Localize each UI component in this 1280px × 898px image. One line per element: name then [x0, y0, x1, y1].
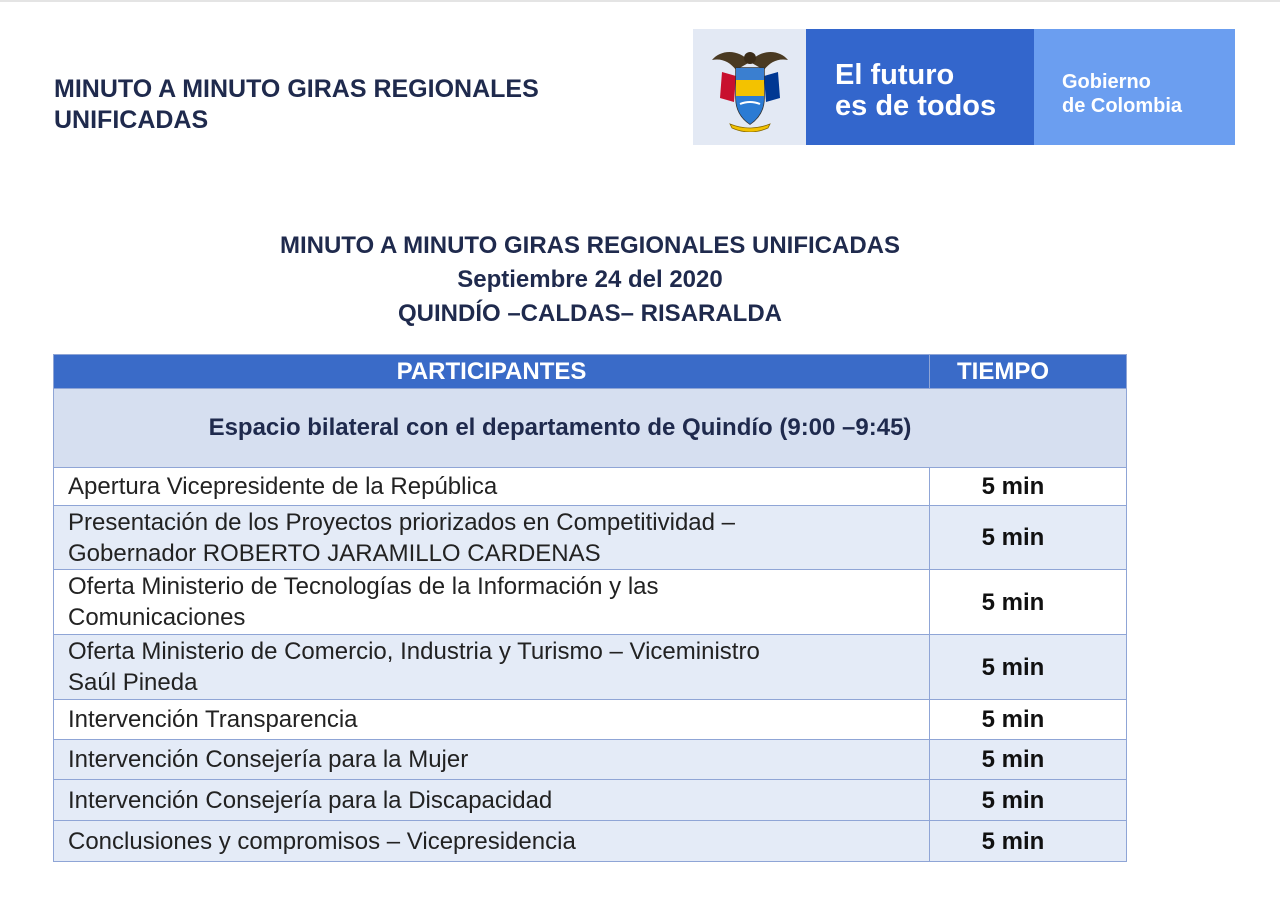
- table-row: [54, 570, 1127, 635]
- participant-text: Intervención Transparencia: [68, 706, 358, 733]
- participant-cell: [54, 635, 930, 700]
- slogan-line2: es de todos: [835, 90, 997, 122]
- time-column-header: TIEMPO: [930, 355, 1127, 389]
- participant-text-line2: Comunicaciones: [68, 604, 246, 631]
- participant-cell: [54, 821, 930, 862]
- government-logo-banner: [693, 29, 1235, 145]
- table-row: [54, 700, 1127, 740]
- header-title-line1: MINUTO A MINUTO GIRAS REGIONALES: [54, 75, 539, 103]
- participant-cell: [54, 506, 930, 570]
- participants-column-header: PARTICIPANTES: [54, 355, 930, 389]
- participant-text: Intervención Consejería para la Discapacidad: [68, 786, 553, 814]
- section-title: Espacio bilateral con el departamento de Quindío (9:00 –9:45): [54, 389, 1127, 468]
- time-cell: 5 min: [930, 635, 1127, 700]
- slogan-line1: El futuro: [835, 59, 955, 91]
- document-regions: QUINDÍO –CALDAS– RISARALDA: [397, 300, 783, 327]
- table-row: [54, 468, 1127, 506]
- page-header-title: [54, 74, 654, 136]
- time-cell: 5 min: [930, 740, 1127, 780]
- participant-text-line2: Saúl Pineda: [68, 669, 198, 696]
- document-title-block: [0, 228, 1180, 332]
- participant-cell: [54, 570, 930, 635]
- slogan-block: [806, 29, 1034, 145]
- top-divider: [0, 0, 1280, 2]
- participant-cell: [54, 700, 930, 740]
- time-cell: 5 min: [930, 506, 1127, 570]
- time-cell: 5 min: [930, 821, 1127, 862]
- participant-text-line1: Oferta Ministerio de Tecnologías de la Información y las: [68, 573, 659, 600]
- section-header-row: [54, 389, 1127, 468]
- participant-text: Apertura Vicepresidente de la República: [68, 473, 498, 500]
- government-name-block: [1034, 29, 1235, 145]
- table-row: [54, 821, 1127, 862]
- document-title: MINUTO A MINUTO GIRAS REGIONALES UNIFICADAS: [279, 232, 900, 259]
- time-cell: 5 min: [930, 700, 1127, 740]
- participant-text-line2: Gobernador ROBERTO JARAMILLO CARDENAS: [68, 539, 601, 567]
- participant-text: Intervención Consejería para la Mujer: [68, 746, 469, 773]
- participant-cell: [54, 780, 930, 821]
- document-date: Septiembre 24 del 2020: [457, 266, 723, 293]
- header-title-line2: UNIFICADAS: [54, 106, 209, 134]
- time-cell: 5 min: [930, 570, 1127, 635]
- coat-of-arms-icon: [693, 29, 806, 145]
- agenda-table: [53, 354, 1127, 862]
- participant-text-line1: Oferta Ministerio de Comercio, Industria y Turismo – Viceministro: [68, 638, 760, 665]
- participant-cell: [54, 468, 930, 506]
- table-row: [54, 635, 1127, 700]
- participant-cell: [54, 740, 930, 780]
- time-cell: 5 min: [930, 468, 1127, 506]
- table-row: [54, 780, 1127, 821]
- time-cell: 5 min: [930, 780, 1127, 821]
- table-header-row: [54, 355, 1127, 389]
- table-row: [54, 740, 1127, 780]
- gov-line1: Gobierno: [1062, 71, 1151, 93]
- table-row: [54, 506, 1127, 570]
- participant-text-line1: Presentación de los Proyectos priorizados en Competitividad –: [68, 508, 736, 536]
- participant-text: Conclusiones y compromisos – Vicepresidencia: [68, 827, 576, 855]
- gov-line2: de Colombia: [1062, 95, 1183, 117]
